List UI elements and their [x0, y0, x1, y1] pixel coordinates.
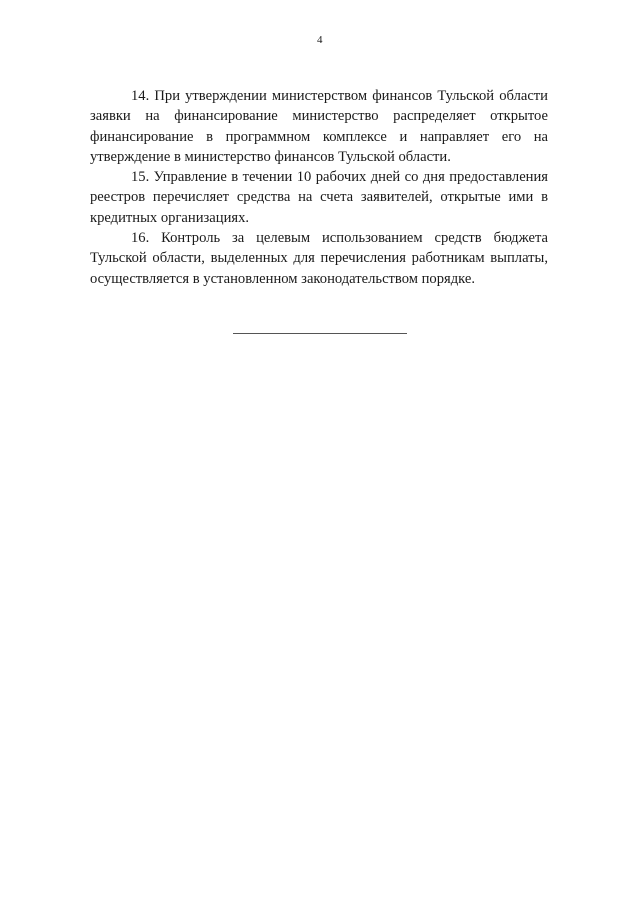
page-number: 4 [317, 34, 323, 46]
paragraph-15: 15. Управление в течении 10 рабочих дней со дня предоставления реестров перечисляет средства на счета заявителей, открытые ими в кредитных организациях. [90, 169, 548, 226]
document-body [90, 86, 548, 289]
paragraph-16: 16. Контроль за целевым использованием средств бюджета Тульской области, выделенных для перечисления работникам выплаты, осуществляется в установленном законодательством порядке. [90, 230, 548, 287]
end-separator-line [233, 333, 407, 334]
paragraph-14: 14. При утверждении министерством финансов Тульской области заявки на финансирование министерство распределяет открытое финансирование в программном комплексе и направляет его на утверждение в министерство финансов Тульской области. [90, 88, 548, 165]
